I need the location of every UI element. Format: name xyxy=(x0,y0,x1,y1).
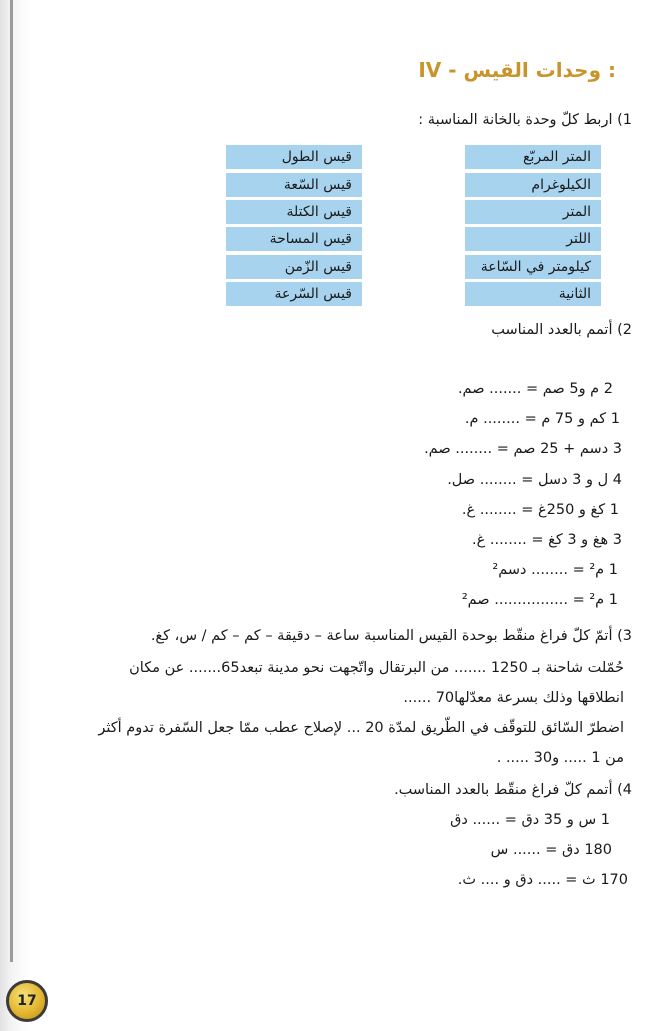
q2-line: 2 م و5 صم = ....... صم. xyxy=(457,381,613,397)
page-number: 17 xyxy=(17,993,37,1009)
q4-prompt: 4) أتمم كلّ فراغ منقّط بالعدد المناسب. xyxy=(394,782,632,798)
unit-box[interactable]: المتر xyxy=(465,200,601,224)
q2-line: 1 م² = ........ دسم² xyxy=(492,562,618,578)
measure-box[interactable]: قيس الكتلة xyxy=(226,200,362,224)
q3-paragraph-line: حُمّلت شاحنة بـ 1250 ....... من البرتقال واتّجهت نحو مدينة تبعد65....... عن مكان xyxy=(129,660,624,676)
left-margin-rule xyxy=(10,0,13,962)
q2-line: 1 كم و 75 م = ........ م. xyxy=(464,411,620,427)
q1-prompt: 1) اربط كلّ وحدة بالخانة المناسبة : xyxy=(418,112,632,128)
q4-line: 170 ث = ..... دق و .... ث. xyxy=(457,872,628,888)
q3-paragraph-line: اضطرّ السّائق للتوقّف في الطّريق لمدّة 20 ... لإصلاح عطب ممّا جعل السّفرة تدوم أكثر xyxy=(98,720,624,736)
unit-box[interactable]: المتر المربّع xyxy=(465,145,601,169)
q3-paragraph-line: انطلاقها وذلك بسرعة معدّلها70 ...... xyxy=(403,690,624,706)
unit-box[interactable]: كيلومتر في السّاعة xyxy=(465,255,601,279)
q2-line: 4 ل و 3 دسل = ........ صل. xyxy=(447,472,622,488)
unit-box[interactable]: اللتر xyxy=(465,227,601,251)
measure-box[interactable]: قيس الطول xyxy=(226,145,362,169)
q3-paragraph-line: من 1 ..... و30 ..... . xyxy=(496,750,624,766)
q4-line: 1 س و 35 دق = ...... دق xyxy=(450,812,610,828)
q2-line: 3 هغ و 3 كغ = ........ غ. xyxy=(471,532,622,548)
q2-line: 1 م² = ................ صم² xyxy=(461,592,618,608)
unit-box[interactable]: الثانية xyxy=(465,282,601,306)
q2-prompt: 2) أتمم بالعدد المناسب xyxy=(491,322,632,338)
page-number-badge xyxy=(6,980,48,1022)
q2-line: 1 كغ و 250غ = ........ غ. xyxy=(461,502,619,518)
q2-line: 3 دسم + 25 صم = ........ صم. xyxy=(424,441,622,457)
measure-box[interactable]: قيس السّرعة xyxy=(226,282,362,306)
section-title: IV - وحدات القيس : xyxy=(418,58,616,82)
q4-line: 180 دق = ...... س xyxy=(490,842,612,858)
unit-box[interactable]: الكيلوغرام xyxy=(465,173,601,197)
measure-box[interactable]: قيس المساحة xyxy=(226,227,362,251)
measure-box[interactable]: قيس السّعة xyxy=(226,173,362,197)
left-margin-shadow xyxy=(0,0,30,1031)
q3-prompt: 3) أتمّ كلّ فراغ منقّط بوحدة القيس المناسبة ساعة – دقيقة – كم – كم / س، كغ. xyxy=(150,628,632,644)
measure-box[interactable]: قيس الزّمن xyxy=(226,255,362,279)
